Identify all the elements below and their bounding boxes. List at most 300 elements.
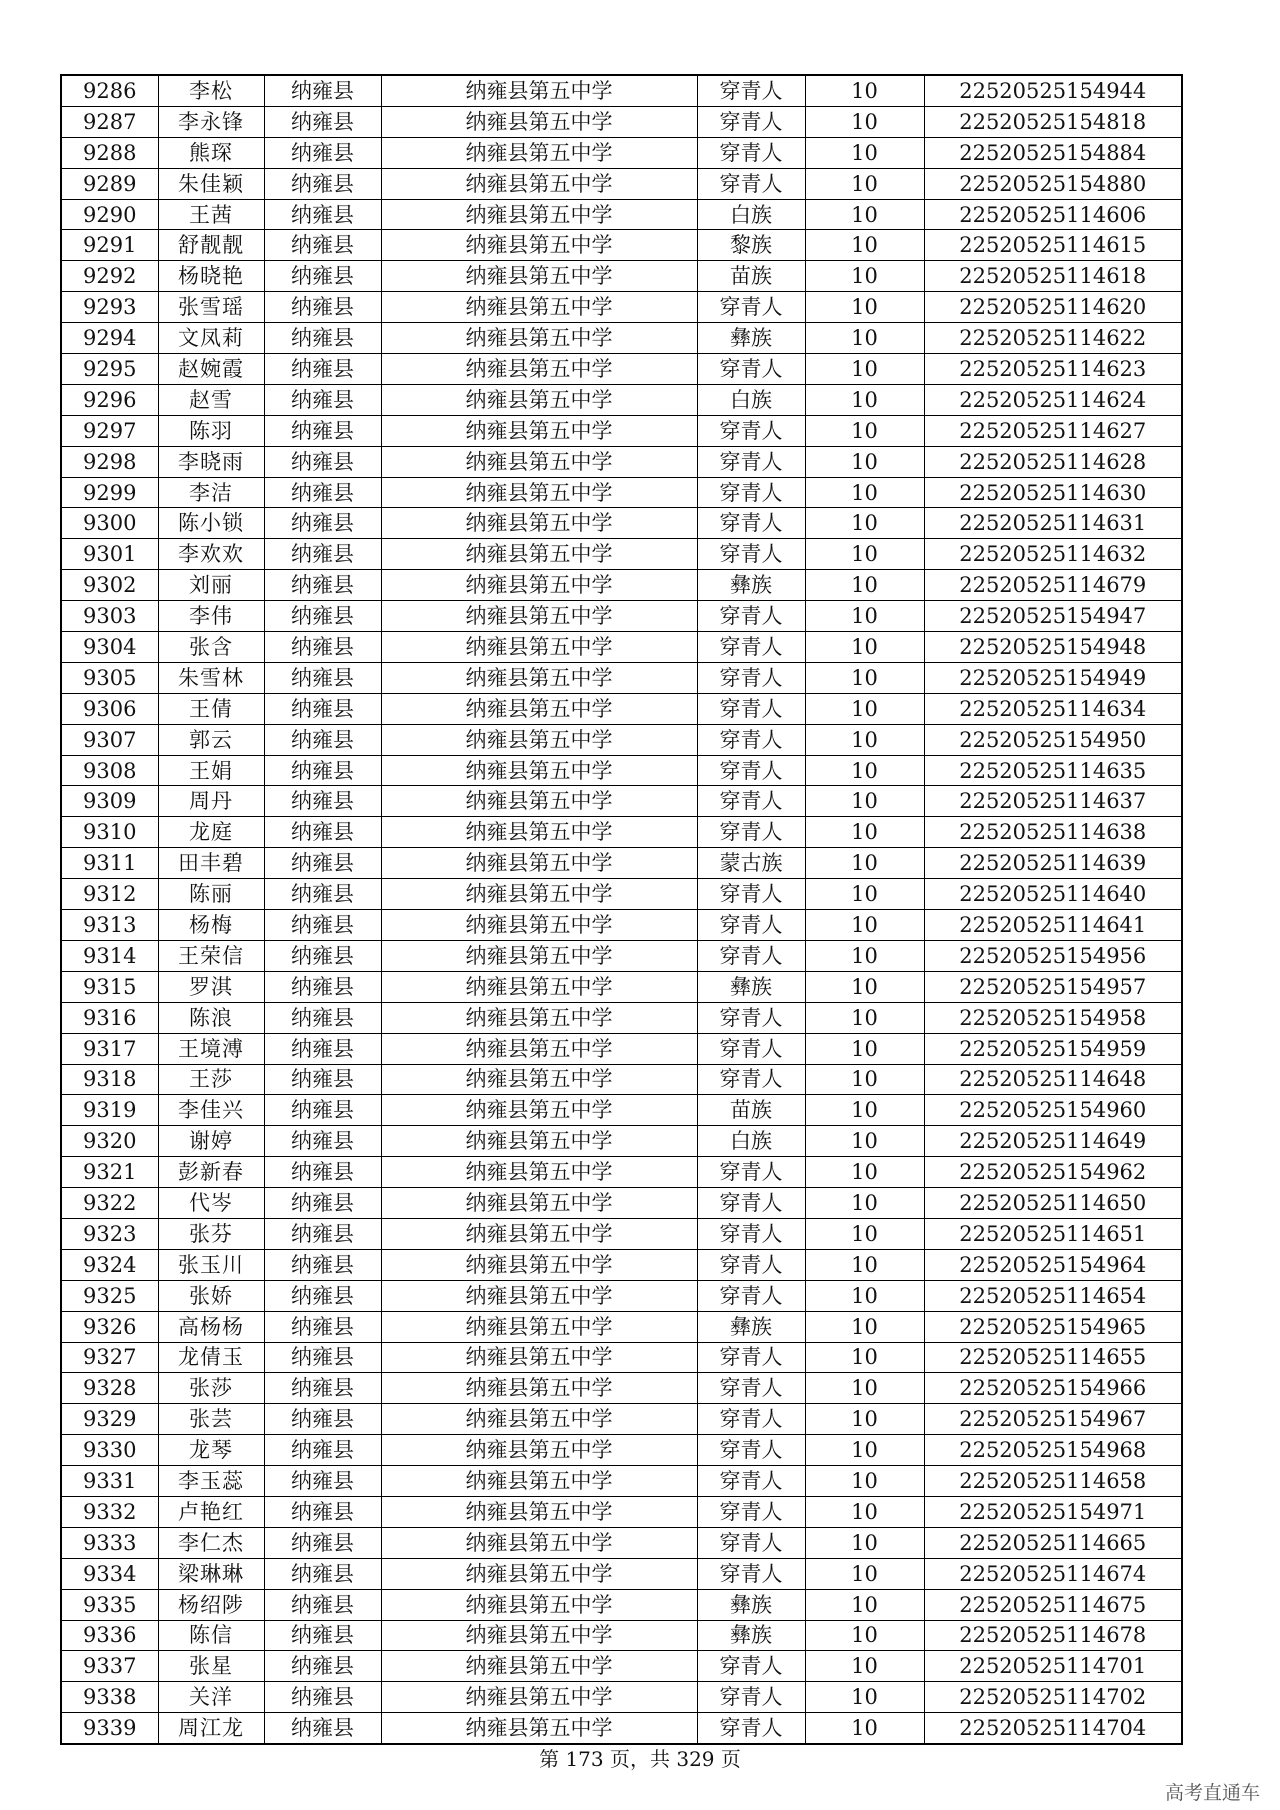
ethnicity-cell: 穿青人 (697, 1435, 805, 1466)
county-cell: 纳雍县 (264, 477, 381, 508)
table-row (61, 1527, 1182, 1558)
school-cell: 纳雍县第五中学 (381, 508, 697, 539)
table-row (61, 570, 1182, 601)
exam-number-cell: 22520525114639 (924, 848, 1182, 879)
name-cell: 陈浪 (158, 1002, 264, 1033)
exam-number-cell: 22520525114678 (924, 1620, 1182, 1651)
exam-number-cell: 22520525154880 (924, 168, 1182, 199)
table-row (61, 601, 1182, 632)
county-cell: 纳雍县 (264, 879, 381, 910)
exam-number-cell: 22520525114637 (924, 786, 1182, 817)
exam-number-cell: 22520525114623 (924, 354, 1182, 385)
ethnicity-cell: 穿青人 (697, 1496, 805, 1527)
table-row (61, 1435, 1182, 1466)
name-cell: 张芬 (158, 1218, 264, 1249)
county-cell: 纳雍县 (264, 75, 381, 106)
school-cell: 纳雍县第五中学 (381, 1435, 697, 1466)
table-row (61, 1466, 1182, 1497)
exam-number-cell: 22520525114651 (924, 1218, 1182, 1249)
exam-number-cell: 22520525154884 (924, 137, 1182, 168)
name-cell: 李欢欢 (158, 539, 264, 570)
name-cell: 张莎 (158, 1373, 264, 1404)
score-cell: 10 (805, 446, 924, 477)
name-cell: 李玉蕊 (158, 1466, 264, 1497)
school-cell: 纳雍县第五中学 (381, 971, 697, 1002)
county-cell: 纳雍县 (264, 1218, 381, 1249)
exam-number-cell: 22520525154971 (924, 1496, 1182, 1527)
exam-number-cell: 22520525114641 (924, 910, 1182, 941)
score-cell: 10 (805, 971, 924, 1002)
score-cell: 10 (805, 1496, 924, 1527)
exam-number-cell: 22520525114635 (924, 755, 1182, 786)
table-row (61, 786, 1182, 817)
ethnicity-cell: 穿青人 (697, 1188, 805, 1219)
ethnicity-cell: 穿青人 (697, 662, 805, 693)
score-cell: 10 (805, 230, 924, 261)
county-cell: 纳雍县 (264, 1435, 381, 1466)
score-cell: 10 (805, 292, 924, 323)
school-cell: 纳雍县第五中学 (381, 168, 697, 199)
score-cell: 10 (805, 1713, 924, 1744)
county-cell: 纳雍县 (264, 786, 381, 817)
exam-number-cell: 22520525114640 (924, 879, 1182, 910)
table-row (61, 1373, 1182, 1404)
school-cell: 纳雍县第五中学 (381, 106, 697, 137)
ethnicity-cell: 穿青人 (697, 755, 805, 786)
name-cell: 郭云 (158, 724, 264, 755)
exam-number-cell: 22520525154958 (924, 1002, 1182, 1033)
county-cell: 纳雍县 (264, 446, 381, 477)
seq-cell: 9295 (61, 354, 158, 385)
table-row (61, 292, 1182, 323)
table-row (61, 137, 1182, 168)
county-cell: 纳雍县 (264, 1651, 381, 1682)
county-cell: 纳雍县 (264, 1095, 381, 1126)
seq-cell: 9286 (61, 75, 158, 106)
ethnicity-cell: 白族 (697, 384, 805, 415)
county-cell: 纳雍县 (264, 1527, 381, 1558)
seq-cell: 9313 (61, 910, 158, 941)
school-cell: 纳雍县第五中学 (381, 539, 697, 570)
ethnicity-cell: 穿青人 (697, 940, 805, 971)
exam-number-cell: 22520525114701 (924, 1651, 1182, 1682)
seq-cell: 9317 (61, 1033, 158, 1064)
ethnicity-cell: 穿青人 (697, 910, 805, 941)
seq-cell: 9298 (61, 446, 158, 477)
exam-number-cell: 22520525114615 (924, 230, 1182, 261)
table-row (61, 755, 1182, 786)
name-cell: 杨梅 (158, 910, 264, 941)
exam-number-cell: 22520525114655 (924, 1342, 1182, 1373)
name-cell: 龙琴 (158, 1435, 264, 1466)
table-row (61, 1651, 1182, 1682)
table-row (61, 199, 1182, 230)
name-cell: 赵婉霞 (158, 354, 264, 385)
table-row (61, 415, 1182, 446)
school-cell: 纳雍县第五中学 (381, 137, 697, 168)
score-cell: 10 (805, 415, 924, 446)
ethnicity-cell: 穿青人 (697, 446, 805, 477)
county-cell: 纳雍县 (264, 415, 381, 446)
page-footer (0, 1743, 1280, 1772)
score-cell: 10 (805, 1311, 924, 1342)
seq-cell: 9299 (61, 477, 158, 508)
score-cell: 10 (805, 539, 924, 570)
score-cell: 10 (805, 1157, 924, 1188)
county-cell: 纳雍县 (264, 817, 381, 848)
exam-number-cell: 22520525154960 (924, 1095, 1182, 1126)
school-cell: 纳雍县第五中学 (381, 1404, 697, 1435)
name-cell: 杨晓艳 (158, 261, 264, 292)
seq-cell: 9290 (61, 199, 158, 230)
seq-cell: 9315 (61, 971, 158, 1002)
name-cell: 杨绍陟 (158, 1589, 264, 1620)
ethnicity-cell: 穿青人 (697, 508, 805, 539)
seq-cell: 9331 (61, 1466, 158, 1497)
seq-cell: 9288 (61, 137, 158, 168)
school-cell: 纳雍县第五中学 (381, 1342, 697, 1373)
seq-cell: 9301 (61, 539, 158, 570)
name-cell: 王境溥 (158, 1033, 264, 1064)
table-row (61, 971, 1182, 1002)
county-cell: 纳雍县 (264, 693, 381, 724)
name-cell: 张娇 (158, 1280, 264, 1311)
seq-cell: 9326 (61, 1311, 158, 1342)
county-cell: 纳雍县 (264, 1558, 381, 1589)
exam-number-cell: 22520525114630 (924, 477, 1182, 508)
name-cell: 彭新春 (158, 1157, 264, 1188)
table-row (61, 1218, 1182, 1249)
seq-cell: 9293 (61, 292, 158, 323)
name-cell: 罗淇 (158, 971, 264, 1002)
school-cell: 纳雍县第五中学 (381, 292, 697, 323)
exam-number-cell: 22520525114649 (924, 1126, 1182, 1157)
seq-cell: 9294 (61, 323, 158, 354)
footer-page-total: 329 (676, 1747, 715, 1771)
school-cell: 纳雍县第五中学 (381, 940, 697, 971)
name-cell: 王茜 (158, 199, 264, 230)
school-cell: 纳雍县第五中学 (381, 354, 697, 385)
table-row (61, 848, 1182, 879)
exam-number-cell: 22520525154944 (924, 75, 1182, 106)
school-cell: 纳雍县第五中学 (381, 570, 697, 601)
table-row (61, 1033, 1182, 1064)
seq-cell: 9322 (61, 1188, 158, 1219)
watermark-text: 高考直通车 (1164, 1782, 1260, 1804)
exam-number-cell: 22520525114704 (924, 1713, 1182, 1744)
name-cell: 王娟 (158, 755, 264, 786)
ethnicity-cell: 穿青人 (697, 1064, 805, 1095)
score-cell: 10 (805, 1342, 924, 1373)
county-cell: 纳雍县 (264, 168, 381, 199)
name-cell: 陈丽 (158, 879, 264, 910)
table-row (61, 817, 1182, 848)
name-cell: 陈羽 (158, 415, 264, 446)
county-cell: 纳雍县 (264, 1466, 381, 1497)
table-row (61, 1558, 1182, 1589)
ethnicity-cell: 苗族 (697, 261, 805, 292)
ethnicity-cell: 穿青人 (697, 354, 805, 385)
name-cell: 陈小锁 (158, 508, 264, 539)
name-cell: 张芸 (158, 1404, 264, 1435)
ethnicity-cell: 穿青人 (697, 1373, 805, 1404)
county-cell: 纳雍县 (264, 137, 381, 168)
score-cell: 10 (805, 1682, 924, 1713)
table-row (61, 354, 1182, 385)
table-row (61, 323, 1182, 354)
school-cell: 纳雍县第五中学 (381, 1126, 697, 1157)
ethnicity-cell: 白族 (697, 199, 805, 230)
exam-number-cell: 22520525114638 (924, 817, 1182, 848)
county-cell: 纳雍县 (264, 910, 381, 941)
ethnicity-cell: 彝族 (697, 1589, 805, 1620)
school-cell: 纳雍县第五中学 (381, 415, 697, 446)
county-cell: 纳雍县 (264, 106, 381, 137)
score-cell: 10 (805, 1466, 924, 1497)
seq-cell: 9332 (61, 1496, 158, 1527)
county-cell: 纳雍县 (264, 354, 381, 385)
school-cell: 纳雍县第五中学 (381, 1002, 697, 1033)
table-row (61, 539, 1182, 570)
seq-cell: 9338 (61, 1682, 158, 1713)
table-row (61, 910, 1182, 941)
ethnicity-cell: 穿青人 (697, 1713, 805, 1744)
county-cell: 纳雍县 (264, 1002, 381, 1033)
school-cell: 纳雍县第五中学 (381, 632, 697, 663)
name-cell: 李佳兴 (158, 1095, 264, 1126)
seq-cell: 9305 (61, 662, 158, 693)
name-cell: 王莎 (158, 1064, 264, 1095)
ethnicity-cell: 黎族 (697, 230, 805, 261)
county-cell: 纳雍县 (264, 230, 381, 261)
name-cell: 王荣信 (158, 940, 264, 971)
footer-page-mid: 页，共 (610, 1747, 670, 1771)
ethnicity-cell: 彝族 (697, 971, 805, 1002)
table-row (61, 446, 1182, 477)
exam-number-cell: 22520525114622 (924, 323, 1182, 354)
school-cell: 纳雍县第五中学 (381, 1095, 697, 1126)
school-cell: 纳雍县第五中学 (381, 384, 697, 415)
seq-cell: 9327 (61, 1342, 158, 1373)
score-cell: 10 (805, 817, 924, 848)
table-row (61, 1095, 1182, 1126)
name-cell: 熊琛 (158, 137, 264, 168)
seq-cell: 9337 (61, 1651, 158, 1682)
seq-cell: 9339 (61, 1713, 158, 1744)
seq-cell: 9321 (61, 1157, 158, 1188)
score-cell: 10 (805, 199, 924, 230)
score-cell: 10 (805, 323, 924, 354)
school-cell: 纳雍县第五中学 (381, 1558, 697, 1589)
school-cell: 纳雍县第五中学 (381, 755, 697, 786)
seq-cell: 9334 (61, 1558, 158, 1589)
school-cell: 纳雍县第五中学 (381, 1373, 697, 1404)
ethnicity-cell: 穿青人 (697, 137, 805, 168)
school-cell: 纳雍县第五中学 (381, 1157, 697, 1188)
table-row (61, 1496, 1182, 1527)
table-row (61, 1713, 1182, 1744)
score-cell: 10 (805, 1651, 924, 1682)
county-cell: 纳雍县 (264, 1249, 381, 1280)
ethnicity-cell: 穿青人 (697, 1002, 805, 1033)
seq-cell: 9312 (61, 879, 158, 910)
ethnicity-cell: 穿青人 (697, 1466, 805, 1497)
exam-number-cell: 22520525114627 (924, 415, 1182, 446)
school-cell: 纳雍县第五中学 (381, 1280, 697, 1311)
score-cell: 10 (805, 1249, 924, 1280)
name-cell: 李伟 (158, 601, 264, 632)
ethnicity-cell: 穿青人 (697, 724, 805, 755)
seq-cell: 9304 (61, 632, 158, 663)
exam-number-cell: 22520525154957 (924, 971, 1182, 1002)
ethnicity-cell: 苗族 (697, 1095, 805, 1126)
school-cell: 纳雍县第五中学 (381, 1713, 697, 1744)
seq-cell: 9306 (61, 693, 158, 724)
seq-cell: 9316 (61, 1002, 158, 1033)
footer-page-suffix: 页 (720, 1747, 741, 1771)
student-table (60, 74, 1183, 1745)
exam-number-cell: 22520525114631 (924, 508, 1182, 539)
score-cell: 10 (805, 508, 924, 539)
seq-cell: 9303 (61, 601, 158, 632)
ethnicity-cell: 穿青人 (697, 168, 805, 199)
school-cell: 纳雍县第五中学 (381, 1218, 697, 1249)
footer-page-prefix: 第 (539, 1747, 560, 1771)
score-cell: 10 (805, 1064, 924, 1095)
exam-number-cell: 22520525154948 (924, 632, 1182, 663)
school-cell: 纳雍县第五中学 (381, 1651, 697, 1682)
county-cell: 纳雍县 (264, 1373, 381, 1404)
ethnicity-cell: 穿青人 (697, 1342, 805, 1373)
exam-number-cell: 22520525114650 (924, 1188, 1182, 1219)
table-row (61, 693, 1182, 724)
name-cell: 文凤莉 (158, 323, 264, 354)
seq-cell: 9330 (61, 1435, 158, 1466)
table-row (61, 1589, 1182, 1620)
name-cell: 龙庭 (158, 817, 264, 848)
score-cell: 10 (805, 1558, 924, 1589)
school-cell: 纳雍县第五中学 (381, 1188, 697, 1219)
name-cell: 梁琳琳 (158, 1558, 264, 1589)
ethnicity-cell: 穿青人 (697, 292, 805, 323)
ethnicity-cell: 彝族 (697, 323, 805, 354)
name-cell: 卢艳红 (158, 1496, 264, 1527)
county-cell: 纳雍县 (264, 1311, 381, 1342)
name-cell: 谢婷 (158, 1126, 264, 1157)
county-cell: 纳雍县 (264, 1496, 381, 1527)
ethnicity-cell: 彝族 (697, 1620, 805, 1651)
table-row (61, 1126, 1182, 1157)
seq-cell: 9320 (61, 1126, 158, 1157)
county-cell: 纳雍县 (264, 199, 381, 230)
table-row (61, 1620, 1182, 1651)
table-row (61, 477, 1182, 508)
ethnicity-cell: 穿青人 (697, 1033, 805, 1064)
exam-number-cell: 22520525154965 (924, 1311, 1182, 1342)
county-cell: 纳雍县 (264, 261, 381, 292)
name-cell: 龙倩玉 (158, 1342, 264, 1373)
exam-number-cell: 22520525114702 (924, 1682, 1182, 1713)
seq-cell: 9292 (61, 261, 158, 292)
ethnicity-cell: 穿青人 (697, 1527, 805, 1558)
table-row (61, 384, 1182, 415)
exam-number-cell: 22520525154962 (924, 1157, 1182, 1188)
table-row (61, 1064, 1182, 1095)
name-cell: 李永锋 (158, 106, 264, 137)
school-cell: 纳雍县第五中学 (381, 786, 697, 817)
ethnicity-cell: 穿青人 (697, 1558, 805, 1589)
exam-number-cell: 22520525114634 (924, 693, 1182, 724)
name-cell: 李晓雨 (158, 446, 264, 477)
table-row (61, 1280, 1182, 1311)
school-cell: 纳雍县第五中学 (381, 817, 697, 848)
score-cell: 10 (805, 1527, 924, 1558)
score-cell: 10 (805, 1373, 924, 1404)
table-row (61, 75, 1182, 106)
name-cell: 李仁杰 (158, 1527, 264, 1558)
school-cell: 纳雍县第五中学 (381, 910, 697, 941)
county-cell: 纳雍县 (264, 323, 381, 354)
name-cell: 周丹 (158, 786, 264, 817)
exam-number-cell: 22520525154959 (924, 1033, 1182, 1064)
seq-cell: 9297 (61, 415, 158, 446)
table-row (61, 261, 1182, 292)
exam-number-cell: 22520525114618 (924, 261, 1182, 292)
name-cell: 张雪瑶 (158, 292, 264, 323)
county-cell: 纳雍县 (264, 1033, 381, 1064)
score-cell: 10 (805, 1404, 924, 1435)
score-cell: 10 (805, 384, 924, 415)
exam-number-cell: 22520525154964 (924, 1249, 1182, 1280)
score-cell: 10 (805, 879, 924, 910)
exam-number-cell: 22520525154966 (924, 1373, 1182, 1404)
table-row (61, 1342, 1182, 1373)
name-cell: 田丰碧 (158, 848, 264, 879)
score-cell: 10 (805, 724, 924, 755)
name-cell: 李松 (158, 75, 264, 106)
seq-cell: 9308 (61, 755, 158, 786)
score-cell: 10 (805, 1002, 924, 1033)
ethnicity-cell: 穿青人 (697, 1280, 805, 1311)
seq-cell: 9310 (61, 817, 158, 848)
table-row (61, 168, 1182, 199)
table-row (61, 1249, 1182, 1280)
table-row (61, 662, 1182, 693)
school-cell: 纳雍县第五中学 (381, 601, 697, 632)
county-cell: 纳雍县 (264, 1280, 381, 1311)
seq-cell: 9328 (61, 1373, 158, 1404)
school-cell: 纳雍县第五中学 (381, 1589, 697, 1620)
score-cell: 10 (805, 1033, 924, 1064)
table-row (61, 1404, 1182, 1435)
score-cell: 10 (805, 75, 924, 106)
county-cell: 纳雍县 (264, 539, 381, 570)
ethnicity-cell: 穿青人 (697, 879, 805, 910)
county-cell: 纳雍县 (264, 292, 381, 323)
score-cell: 10 (805, 786, 924, 817)
seq-cell: 9307 (61, 724, 158, 755)
county-cell: 纳雍县 (264, 1188, 381, 1219)
school-cell: 纳雍县第五中学 (381, 879, 697, 910)
county-cell: 纳雍县 (264, 1589, 381, 1620)
ethnicity-cell: 穿青人 (697, 1157, 805, 1188)
score-cell: 10 (805, 848, 924, 879)
seq-cell: 9318 (61, 1064, 158, 1095)
name-cell: 代岑 (158, 1188, 264, 1219)
school-cell: 纳雍县第五中学 (381, 1496, 697, 1527)
county-cell: 纳雍县 (264, 1157, 381, 1188)
seq-cell: 9324 (61, 1249, 158, 1280)
